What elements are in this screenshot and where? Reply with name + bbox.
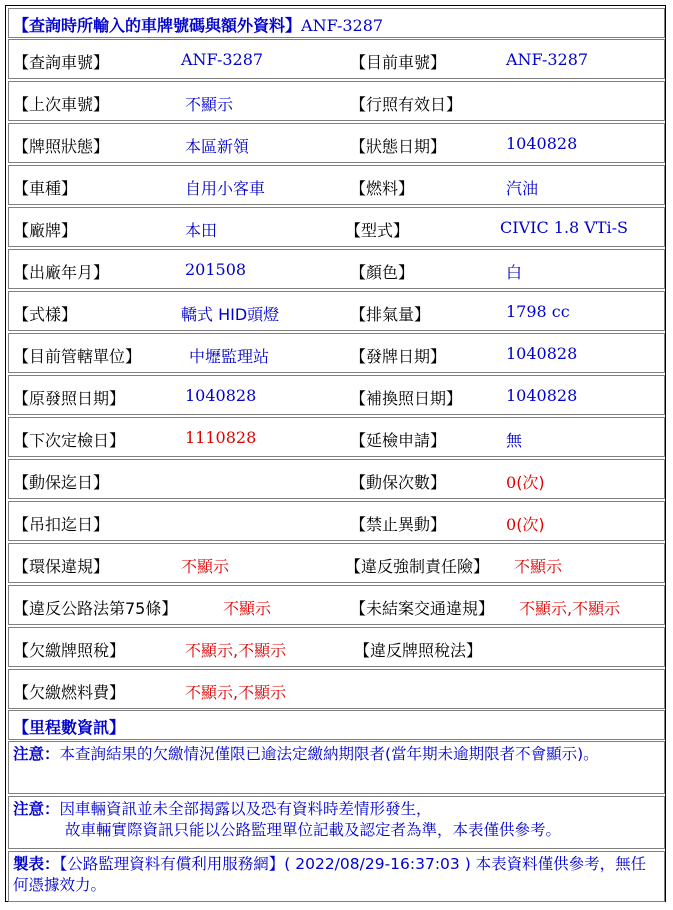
field-value: 不顯示,不顯示 bbox=[185, 683, 287, 702]
info-row bbox=[8, 501, 665, 541]
field-value: 不顯示 bbox=[223, 599, 272, 618]
field-label: 【未結案交通違規】 bbox=[350, 599, 495, 618]
info-row bbox=[8, 459, 665, 499]
field-value: 不顯示 bbox=[185, 95, 234, 114]
info-row bbox=[8, 207, 665, 247]
count-number: 0 bbox=[506, 515, 517, 534]
info-row bbox=[8, 291, 665, 331]
mileage-title: 【里程數資訊】 bbox=[13, 718, 126, 737]
field-value: CIVIC 1.8 VTi-S bbox=[500, 218, 629, 237]
info-row bbox=[8, 81, 665, 121]
made-by-text: 【公路監理資料有償利用服務網】( 2022/08/29-16:37:03 ) 本表資料僅供參考，無任何憑據效力。 bbox=[13, 855, 647, 894]
field-label: 【狀態日期】 bbox=[350, 137, 447, 156]
info-row bbox=[8, 123, 665, 163]
count-value bbox=[506, 512, 545, 535]
field-label: 【環保違規】 bbox=[13, 557, 110, 576]
note-1 bbox=[8, 741, 665, 794]
note-2-line2: 故車輛實際資訊只能以公路監理單位記載及認定者為準，本表僅供參考。 bbox=[65, 821, 562, 839]
field-label: 【車種】 bbox=[13, 179, 78, 198]
count-unit: (次) bbox=[516, 515, 545, 534]
field-label: 【動保次數】 bbox=[350, 473, 447, 492]
count-number: 0 bbox=[506, 473, 517, 492]
field-label: 【動保迄日】 bbox=[13, 473, 110, 492]
field-value: 1040828 bbox=[506, 344, 578, 363]
field-label: 【原發照日期】 bbox=[13, 389, 126, 408]
field-label: 【違反公路法第75條】 bbox=[13, 599, 178, 618]
info-row bbox=[8, 585, 665, 625]
field-label: 【燃料】 bbox=[350, 179, 415, 198]
field-value: 不顯示,不顯示 bbox=[185, 641, 287, 660]
field-label: 【延檢申請】 bbox=[350, 431, 447, 450]
info-row bbox=[8, 417, 665, 457]
field-label: 【吊扣迄日】 bbox=[13, 515, 110, 534]
field-label: 【違反強制責任險】 bbox=[345, 557, 490, 576]
field-label: 【欠繳燃料費】 bbox=[13, 683, 126, 702]
field-label: 【目前管轄單位】 bbox=[13, 347, 142, 366]
field-value: 201508 bbox=[185, 260, 247, 279]
note-2-line1: 因車輛資訊並未全部揭露以及恐有資料時差情形發生， bbox=[59, 800, 432, 818]
info-row bbox=[8, 669, 665, 709]
field-label: 【發牌日期】 bbox=[350, 347, 447, 366]
field-value: 1040828 bbox=[506, 134, 578, 153]
count-value bbox=[506, 470, 545, 493]
note-2 bbox=[8, 796, 665, 849]
field-label: 【禁止異動】 bbox=[350, 515, 447, 534]
made-by-head: 製表： bbox=[13, 855, 60, 873]
info-row bbox=[8, 249, 665, 289]
field-label: 【型式】 bbox=[345, 221, 410, 240]
field-value: 中壢監理站 bbox=[189, 347, 270, 366]
header-plate: ANF-3287 bbox=[301, 16, 384, 35]
field-value: 轎式 HID頭燈 bbox=[181, 305, 280, 324]
field-value: 1110828 bbox=[185, 428, 257, 447]
field-label: 【下次定檢日】 bbox=[13, 431, 126, 450]
field-value: 白 bbox=[506, 263, 523, 282]
field-label: 【顏色】 bbox=[350, 263, 415, 282]
field-value: 無 bbox=[506, 431, 523, 450]
info-row bbox=[8, 627, 665, 667]
header-row bbox=[8, 8, 665, 38]
field-value: 本田 bbox=[185, 221, 218, 240]
field-value: 不顯示 bbox=[514, 557, 563, 576]
field-label: 【上次車號】 bbox=[13, 95, 110, 114]
field-value: ANF-3287 bbox=[506, 50, 589, 69]
field-value: 1798 cc bbox=[506, 302, 570, 321]
field-value: 不顯示 bbox=[181, 557, 230, 576]
info-row bbox=[8, 543, 665, 583]
info-row bbox=[8, 39, 665, 79]
info-row bbox=[8, 375, 665, 415]
header-title bbox=[13, 13, 383, 36]
field-label: 【廠牌】 bbox=[13, 221, 78, 240]
field-value: 汽油 bbox=[506, 179, 539, 198]
field-value: 不顯示,不顯示 bbox=[519, 599, 621, 618]
mileage-row bbox=[8, 710, 665, 740]
field-label: 【查詢車號】 bbox=[13, 53, 110, 72]
note-1-head: 注意： bbox=[13, 745, 60, 763]
note-2-head: 注意： bbox=[13, 800, 60, 818]
info-row bbox=[8, 333, 665, 373]
field-value: 1040828 bbox=[506, 386, 578, 405]
field-label: 【補換照日期】 bbox=[350, 389, 463, 408]
field-value: 自用小客車 bbox=[185, 179, 266, 198]
made-by-row bbox=[8, 851, 665, 902]
field-label: 【目前車號】 bbox=[350, 53, 447, 72]
field-label: 【牌照狀態】 bbox=[13, 137, 110, 156]
field-label: 【行照有效日】 bbox=[350, 95, 463, 114]
field-value: ANF-3287 bbox=[181, 50, 264, 69]
field-label: 【排氣量】 bbox=[350, 305, 431, 324]
info-row bbox=[8, 165, 665, 205]
count-unit: (次) bbox=[516, 473, 545, 492]
field-label: 【式樣】 bbox=[13, 305, 78, 324]
field-label: 【違反牌照稅法】 bbox=[354, 641, 483, 660]
field-label: 【出廠年月】 bbox=[13, 263, 110, 282]
note-1-text: 本查詢結果的欠繳情況僅限已逾法定繳納期限者(當年期未逾期限者不會顯示)。 bbox=[59, 745, 599, 763]
field-value: 本區新領 bbox=[185, 137, 250, 156]
header-title-prefix: 【查詢時所輸入的車牌號碼與額外資料】 bbox=[13, 16, 302, 35]
field-label: 【欠繳牌照稅】 bbox=[13, 641, 126, 660]
field-value: 1040828 bbox=[185, 386, 257, 405]
